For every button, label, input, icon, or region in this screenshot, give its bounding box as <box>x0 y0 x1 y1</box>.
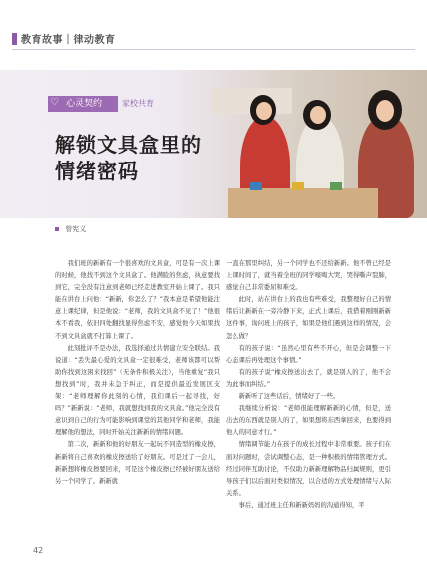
body-paragraph: 我们班的新新有一个很喜欢的文具盒，可是有一次上课的时候，他找不到这个文具盒了。他满脸的焦虑，执意要找到它，完全没有注意到老师已经走进教室开始上课了。我只能在讲台上问他：“新新，你怎么了？”我本意是希望他能注意上课纪律，但是他说：“老师，我的文具盒不见了！”他很本不看我，依旧四处翻找显得焦虑不安，感觉他今天如果找不到文具盒就不打算上课了。 <box>55 260 220 340</box>
body-paragraph: 此刻批评不是办法，我选择通过共情建立安全联结。我说道：“丢失最心爱的文具盒一定很难受，老师该都可以帮助你找到这困来找回”（无条件积极关注），当他重复“我只想找到”时，我并未急于纠正，而是提供最近发展区支架：“老师理解你此刻的心情，我们课后一起寻找，好吗？”新新说：“老师，我就想找到我的文具盒。”他完全没有意识到自己的行为可能影响到课堂的其他同学和老师，我能理解他的想法，同时开始关注新新的情绪问题。 <box>55 344 220 437</box>
column-tag-sub-label: 家校共育 <box>122 99 154 108</box>
body-column-right <box>226 258 391 512</box>
header-divider <box>12 49 415 50</box>
column-tag-main <box>48 96 118 112</box>
article-title-line-2: 情绪密码 <box>55 159 139 183</box>
column-tag-main-label: 心灵契约 <box>66 99 103 109</box>
header-accent-bar <box>12 33 17 45</box>
body-paragraph: 一直在那里纠结，另一个同学也不还给新新。他不曾已经是上课时间了，就当着全班的同学嚎啕大哭，哭得嘶声裂肺，感觉自己非常委屈和难受。 <box>226 260 391 292</box>
body-paragraph: 事后，通过班主任和新新妈妈的沟通得知，平 <box>238 501 365 509</box>
body-paragraph: 有的孩子说“橡皮擦送出去了，就是别人的了，他不会为此事而纠结。” <box>226 368 391 388</box>
hero-photo-face-2 <box>310 106 326 124</box>
hero-photo-table <box>228 188 378 218</box>
body-paragraph: 新新听了这些话后，情绪好了一些。 <box>238 393 340 401</box>
header-section-label: 教育故事｜律动教育 <box>21 35 116 46</box>
hero-photo-toy-2 <box>292 182 304 190</box>
byline <box>55 224 86 234</box>
hero-photo-toy-1 <box>250 182 262 190</box>
body-column-left <box>55 258 220 488</box>
page-number: 42 <box>33 546 44 555</box>
article-title <box>55 132 202 184</box>
heart-icon: ♡ <box>50 97 59 108</box>
body-paragraph: 情绪调节能力在孩子的成长过程中非常重要。孩子们在面对问题时，尝试调整心态，是一种积极的情绪管理方式。经过同伴互助讨论，不仅助力新新理解物品归属规则，更引导孩子们以后面对类似情况，以合适的方式处理情绪与人际关系。 <box>226 441 391 497</box>
hero-photo-face-3 <box>376 100 394 122</box>
body-paragraph: 有的孩子说：“虽然心里有些不开心，但是会调整一下心态课后再处理这个事情。” <box>226 344 391 364</box>
byline-marker <box>55 227 59 231</box>
body-paragraph: 此时，站在讲台上的我也有些难受，我整理好自己的情绪后让新新在一旁冷静下来，正式上课后，我借着刚刚新新这件事，询问班上的孩子，如果是他们遇到这样的情况，会怎么做？ <box>226 296 391 340</box>
hero-photo-toy-3 <box>330 182 342 190</box>
hero-photo-face-1 <box>256 102 272 120</box>
body-paragraph: 我继续分析说：“老师很能理解新新的心情，但是，送出去的东西就是别人的了，如果想将东西拿回来，也要得到他人的同意才行。” <box>226 405 391 437</box>
article-title-line-1: 解锁文具盒里的 <box>55 133 202 157</box>
body-paragraph: 第二次，新新和他的好朋友一起玩不同造型的橡皮擦，新新将自己喜欢的橡皮擦送给了好朋友。可是过了一会儿，新新想将橡皮擦要回来，可是这个橡皮擦已经被好朋友送给另一个同学了。新新就 <box>55 441 220 485</box>
author-name: 曾宪义 <box>65 225 87 233</box>
